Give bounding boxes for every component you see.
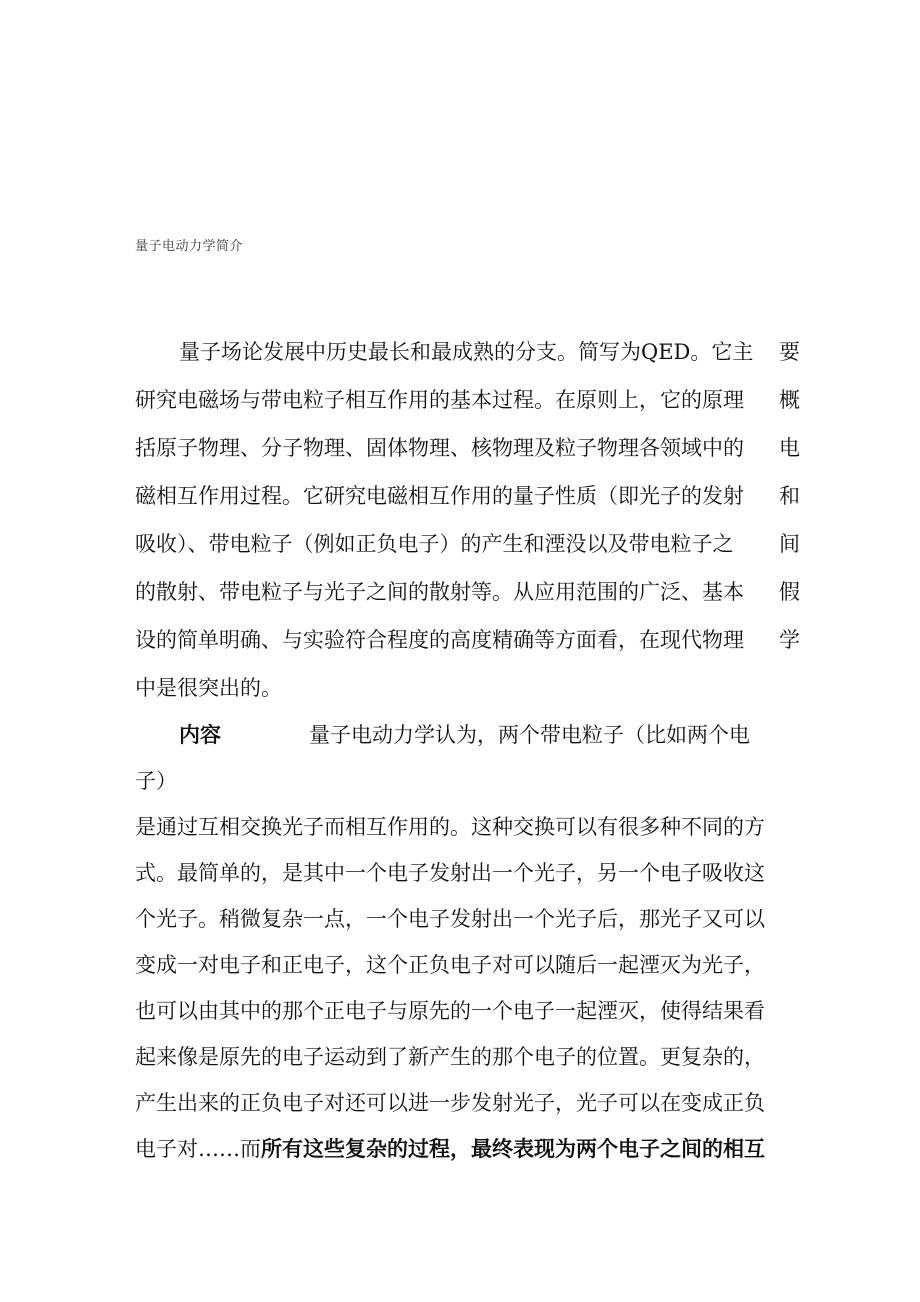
text-line: 变成一对电子和正电子，这个正负电子对可以随后一起湮灭为光子，: [135, 953, 765, 977]
content-first-text: 量子电动力学认为，两个带电粒子（比如两个电: [309, 723, 750, 747]
text-line: 设的简单明确、与实验符合程度的高度精确等方面看，在现代物理 学: [135, 628, 800, 652]
text-line: 的散射、带电粒子与光子之间的散射等。从应用范围的广泛、基本 假: [135, 580, 800, 604]
text-line: 磁相互作用过程。它研究电磁相互作用的量子性质（即光子的发射 和: [135, 484, 800, 508]
content-heading-line: [135, 712, 800, 758]
text-line: 式。最简单的，是其中一个电子发射出一个光子，另一个电子吸收这: [135, 861, 765, 885]
text-line: 中是很突出的。: [135, 676, 282, 700]
bold-emphasis: 所有这些复杂的过程，最终表现为两个电子之间的相互: [261, 1136, 765, 1161]
content-paragraph: [135, 712, 800, 1172]
content-heading: 内容: [179, 722, 221, 747]
document-title: 量子电动力学简介: [135, 239, 244, 254]
text-line: 吸收）、带电粒子（例如正负电子）的产生和湮没以及带电粒子之 间: [135, 532, 800, 556]
intro-paragraph: [135, 328, 800, 712]
text-line: 个光子。稍微复杂一点，一个电子发射出一个光子后，那光子又可以: [135, 907, 765, 931]
text-line: 研究电磁场与带电粒子相互作用的基本过程。在原则上，它的原理 概: [135, 388, 800, 412]
text-line: 起来像是原先的电子运动到了新产生的那个电子的位置。更复杂的，: [135, 1045, 765, 1069]
text-line: 是通过互相交换光子而相互作用的。这种交换可以有很多种不同的方: [135, 815, 765, 839]
text-line: 量子场论发展中历史最长和最成熟的分支。简写为QED。它主 要: [179, 340, 800, 364]
text-line-mixed: 电子对……而所有这些复杂的过程，最终表现为两个电子之间的相互: [135, 1136, 765, 1161]
text-line: 括原子物理、分子物理、固体物理、核物理及粒子物理各领域中的 电: [135, 436, 800, 460]
text-line: 产生出来的正负电子对还可以进一步发射光子，光子可以在变成正负: [135, 1091, 765, 1115]
text-line: 也可以由其中的那个正电子与原先的一个电子一起湮灭，使得结果看: [135, 999, 765, 1023]
text-line: 子）: [135, 769, 177, 793]
